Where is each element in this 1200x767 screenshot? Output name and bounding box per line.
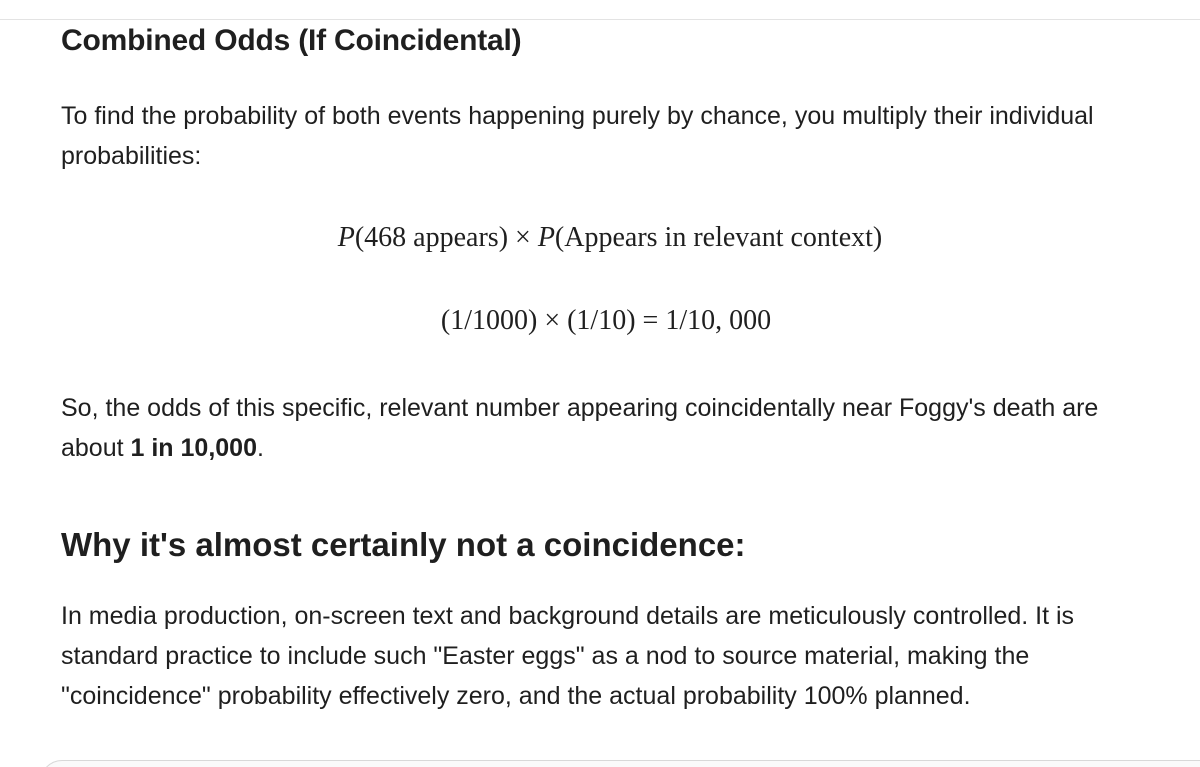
formula-numeric-result: (1/1000) × (1/10) = 1/10, 000	[440, 305, 772, 336]
formula-times-operator: ×	[508, 222, 538, 253]
conclusion-text: So, the odds of this specific, relevant number appearing coincidentally near Foggy's death are about	[61, 394, 1099, 462]
formula-p2-symbol: P	[537, 222, 555, 253]
formula-p2-argument: (Appears in relevant context)	[554, 222, 883, 253]
conclusion-period: .	[257, 434, 264, 462]
top-divider	[0, 19, 1200, 20]
formula-probability-product	[55, 222, 1165, 254]
section-heading-why: Why it's almost certainly not a coincidence:	[61, 526, 746, 563]
conclusion-paragraph	[61, 388, 1141, 468]
bottom-input-card-edge	[40, 760, 1200, 767]
formula-p1-symbol: P	[337, 222, 355, 253]
conclusion-odds-value: 1 in 10,000	[130, 434, 257, 462]
formula-p1-argument: (468 appears)	[354, 222, 509, 253]
intro-paragraph: To find the probability of both events happening purely by chance, you multiply their individual probabilities:	[61, 102, 1094, 170]
why-paragraph: In media production, on-screen text and background details are meticulously controlled. It is standard practice to include such "Easter eggs" as a nod to source material, making the "coincidence" probability effectively zero, and the actual probability 100% planned.	[61, 602, 1075, 710]
section-heading-combined-odds: Combined Odds (If Coincidental)	[61, 24, 522, 57]
